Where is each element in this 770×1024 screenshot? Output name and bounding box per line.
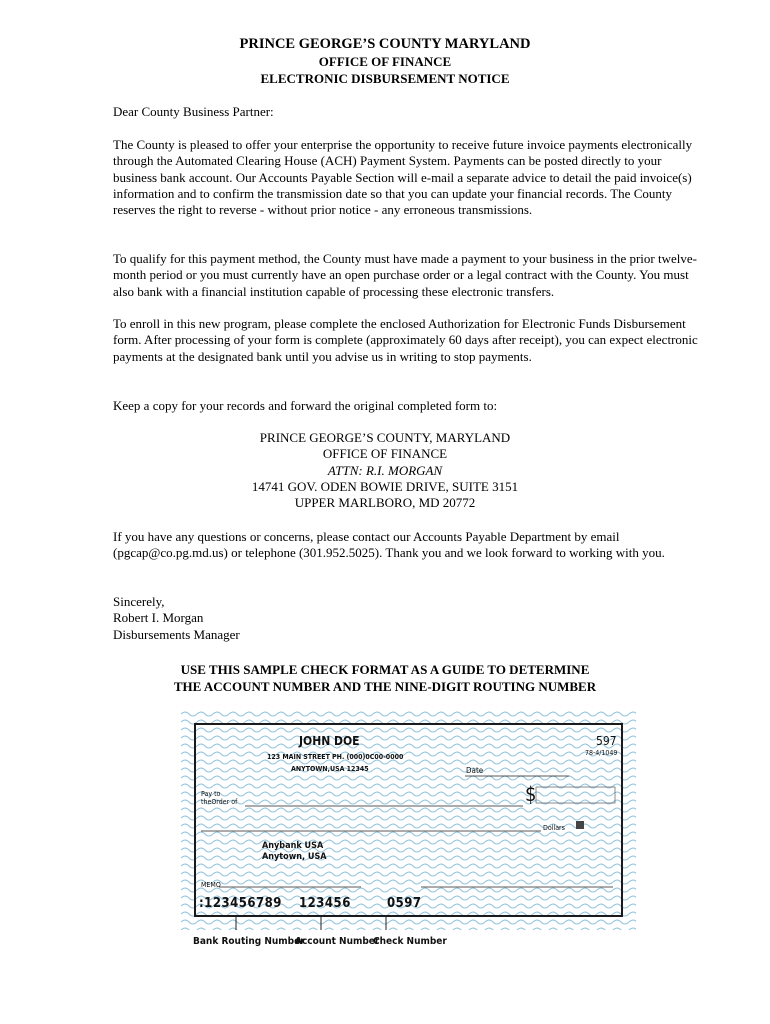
label-check: Check Number bbox=[373, 936, 447, 947]
dollar-sign: $ bbox=[525, 782, 537, 806]
address-line: 14741 GOV. ODEN BOWIE DRIVE, SUITE 3151 bbox=[251, 478, 519, 494]
micr-routing: :123456789 bbox=[199, 896, 282, 911]
address-line: PRINCE GEORGE’S COUNTY, MARYLAND bbox=[259, 430, 511, 445]
pay-to-label bbox=[201, 790, 237, 806]
guide-line: THE ACCOUNT NUMBER AND THE NINE-DIGIT ROUTING NUMBER bbox=[173, 679, 597, 694]
address-line: ATTN: R.I. MORGAN bbox=[327, 462, 443, 478]
paragraph-1: The County is pleased to offer your enterprise the opportunity to receive future invoice payments electronically through the Automated Clearing House (ACH) Payment System. Payments can be posted directly to your business bank account. Our Accounts Payable Section will e-mail a separate advice to detail the paid invoice(s) information and to confirm the transmission date so that you can update your financial records. The County reserves the right to reverse - without prior notice - any erroneous transmissions. bbox=[113, 137, 693, 218]
paragraph-5: If you have any questions or concerns, please contact our Accounts Payable Department by email (pgcap@co.pg.md.us) or telephone (301.952.5025). Thank you and we look forward to working with you. bbox=[113, 529, 665, 561]
bank-name: Anybank USA bbox=[262, 841, 324, 851]
micr-account: 123456 bbox=[299, 896, 351, 911]
check-fraction: 78-4/1049 bbox=[585, 749, 618, 757]
check-owner-address: 123 MAIN STREET PH. (000)0C00-0000 bbox=[267, 753, 404, 761]
check-number: 597 bbox=[596, 734, 617, 748]
dollars-label: Dollars bbox=[543, 824, 565, 832]
bank-city: Anytown, USA bbox=[262, 852, 327, 862]
address-line: UPPER MARLBORO, MD 20772 bbox=[294, 495, 476, 511]
signature-block bbox=[113, 594, 698, 643]
pay-to-line-2: theOrder of bbox=[201, 798, 238, 806]
signer-title: Disbursements Manager bbox=[113, 626, 240, 642]
date-label: Date bbox=[466, 766, 484, 775]
office-line: OFFICE OF FINANCE bbox=[318, 54, 452, 69]
paragraph-4: Keep a copy for your records and forward the original completed form to: bbox=[113, 398, 498, 413]
notice-line: ELECTRONIC DISBURSEMENT NOTICE bbox=[260, 71, 510, 86]
pay-to-line-1: Pay to bbox=[201, 790, 221, 798]
paragraph-2: To qualify for this payment method, the County must have made a payment to your business in the prior twelve-month period or you must currently have an open purchase order or a legal contract with the County. You must also bank with a financial institution capable of processing these electronic transfers. bbox=[113, 251, 697, 299]
check-owner-name: JOHN DOE bbox=[299, 734, 360, 748]
label-account: Account Number bbox=[295, 936, 380, 947]
sample-check bbox=[181, 710, 636, 947]
office-title bbox=[0, 53, 770, 87]
closing: Sincerely, bbox=[113, 594, 165, 609]
label-routing: Bank Routing Number bbox=[193, 936, 305, 947]
guide-line: USE THIS SAMPLE CHECK FORMAT AS A GUIDE TO DETERMINE bbox=[180, 662, 590, 677]
memo-label: MEMO bbox=[201, 881, 221, 889]
county-title: PRINCE GEORGE’S COUNTY MARYLAND bbox=[239, 36, 531, 52]
micr-check: 0597 bbox=[387, 896, 422, 911]
mailing-address bbox=[0, 430, 770, 511]
check-guide-heading bbox=[0, 661, 770, 695]
paragraph-3: To enroll in this new program, please complete the enclosed Authorization for Electronic Funds Disbursement form. After processing of your form is complete (approximately 60 days after receipt), you can expect electronic payments at the designated bank until you advise us in writing to stop payments. bbox=[113, 316, 698, 364]
check-owner-city: ANYTOWN,USA 12345 bbox=[291, 765, 369, 773]
address-line: OFFICE OF FINANCE bbox=[322, 446, 448, 462]
salutation: Dear County Business Partner: bbox=[113, 104, 274, 119]
signer-name: Robert I. Morgan bbox=[113, 610, 204, 626]
